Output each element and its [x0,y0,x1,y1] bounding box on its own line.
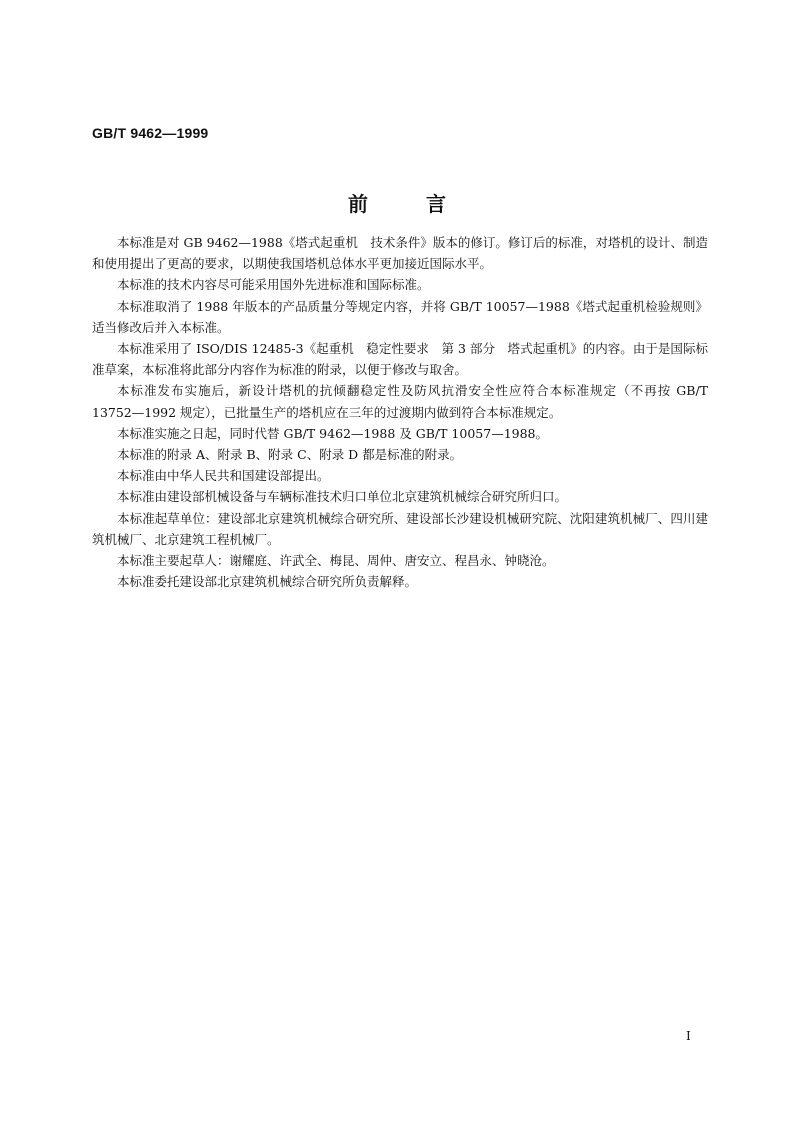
standard-code-header: GB/T 9462—1999 [92,125,209,141]
page-title: 前言 [348,192,504,216]
paragraph-quality-grading: 本标准取消了 1988 年版本的产品质量分等规定内容，并将 GB/T 10057—1988《塔式起重机检验规则》适当修改后并入本标准。 [92,298,708,335]
paragraph-revision: 本标准是对 GB 9462—1988《塔式起重机 技术条件》版本的修订。修订后的标准，对塔机的设计、制造和使用提出了更高的要求，以期使我国塔机总体水平更加接近国际水平。 [92,235,708,272]
paragraph-appendices: 本标准的附录 A、附录 B、附录 C、附录 D 都是标准的附录。 [117,447,463,463]
paragraph-technical-content: 本标准的技术内容尽可能采用国外先进标准和国际标准。 [117,277,430,293]
paragraph-responsible-unit: 本标准由建设部机械设备与车辆标准技术归口单位北京建筑机械综合研究所归口。 [117,489,568,505]
paragraph-proposed-by: 本标准由中华人民共和国建设部提出。 [117,468,330,484]
paragraph-iso-adoption: 本标准采用了 ISO/DIS 12485-3《起重机 稳定性要求 第 3 部分 塔式起重机》的内容。由于是国际标准草案，本标准将此部分内容作为标准的附录，以便于修改与取舍。 [92,341,708,378]
page-number: I [686,1029,691,1043]
paragraph-stability-requirements: 本标准发布实施后，新设计塔机的抗倾翻稳定性及防风抗滑安全性应符合本标准规定（不再按 GB/T 13752—1992 规定），已批量生产的塔机应在三年的过渡期内做到符合本标准规定。 [92,383,708,420]
paragraph-supersedes: 本标准实施之日起，同时代替 GB/T 9462—1988 及 GB/T 10057—1988。 [117,425,549,441]
paragraph-interpretation: 本标准委托建设部北京建筑机械综合研究所负责解释。 [117,574,418,590]
paragraph-drafting-units: 本标准起草单位：建设部北京建筑机械综合研究所、建设部长沙建设机械研究院、沈阳建筑机械厂、四川建筑机械厂、北京建筑工程机械厂。 [92,510,708,547]
foreword-body [92,232,708,592]
paragraph-drafters: 本标准主要起草人：谢耀庭、许武全、梅昆、周仲、唐安立、程昌永、钟晓沧。 [117,553,555,569]
